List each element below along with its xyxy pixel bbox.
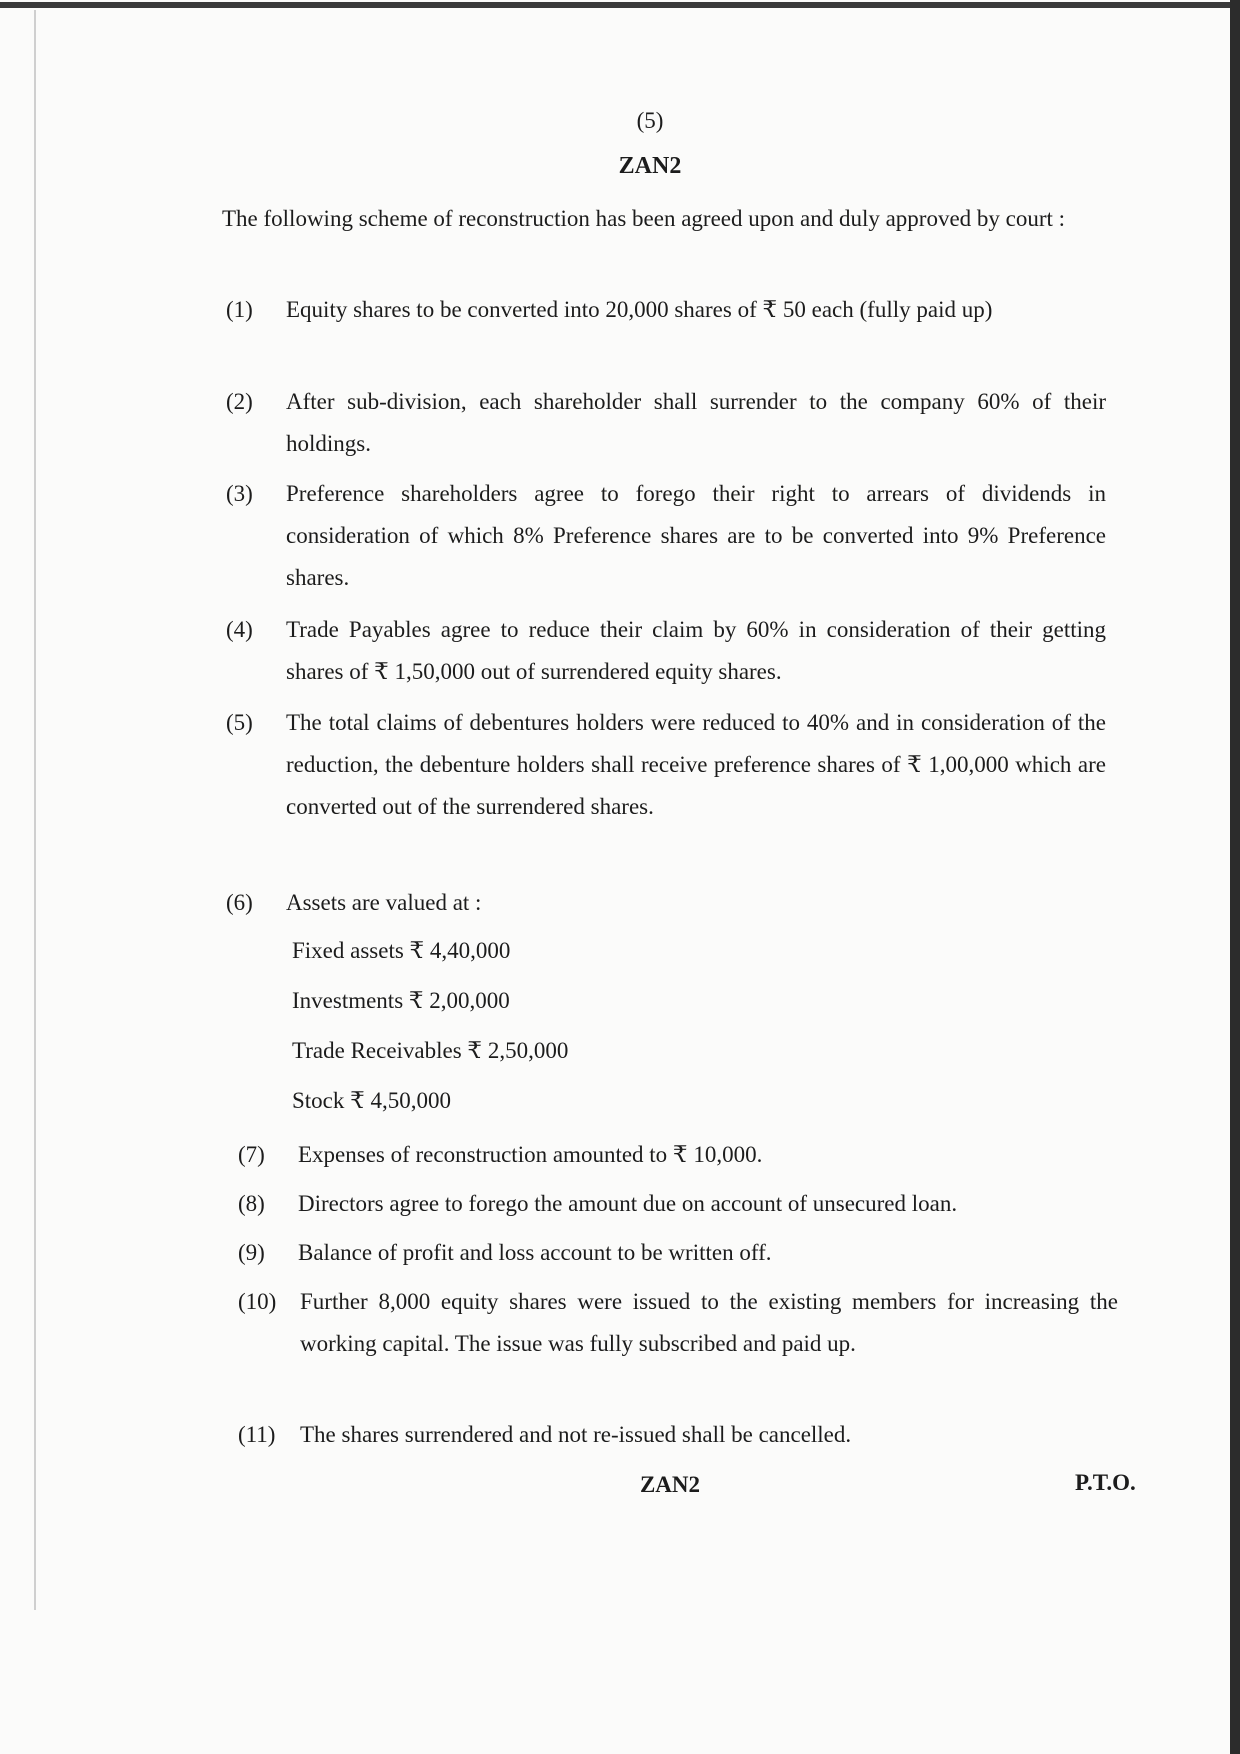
item-number: (6) xyxy=(226,890,253,915)
item-number: (10) xyxy=(238,1289,277,1314)
asset-fixed-assets: Fixed assets ₹ 4,40,000 xyxy=(292,938,511,963)
asset-trade-receivables: Trade Receivables ₹ 2,50,000 xyxy=(292,1038,569,1063)
item-number: (1) xyxy=(226,297,253,322)
item-text: Balance of profit and loss account to be written off. xyxy=(298,1240,772,1265)
item-number: (7) xyxy=(238,1142,265,1167)
list-item-4 xyxy=(226,609,1106,693)
item-number: (5) xyxy=(226,710,253,735)
list-item-6 xyxy=(226,882,1106,924)
list-item-11 xyxy=(238,1414,1118,1456)
list-item-7 xyxy=(238,1134,1118,1176)
item-text: Directors agree to forego the amount due on account of unsecured loan. xyxy=(298,1191,958,1216)
asset-investments: Investments ₹ 2,00,000 xyxy=(292,988,510,1013)
item-text: Preference shareholders agree to forego their right to arrears of dividends in consideration of which 8% Preference shares are to be converted into 9% Preference shares. xyxy=(286,481,1106,590)
list-item-9 xyxy=(238,1232,1118,1274)
list-item-10 xyxy=(238,1281,1118,1365)
list-item-8 xyxy=(238,1183,1118,1225)
list-item-3 xyxy=(226,473,1106,599)
list-item-2 xyxy=(226,381,1106,465)
item-text: After sub-division, each shareholder shall surrender to the company 60% of their holdings. xyxy=(286,389,1106,456)
item-text: Assets are valued at : xyxy=(286,890,482,915)
item-number: (3) xyxy=(226,481,253,506)
top-border xyxy=(0,2,1240,8)
item-text: Expenses of reconstruction amounted to ₹ 10,000. xyxy=(298,1142,763,1167)
item-text: Trade Payables agree to reduce their claim by 60% in consideration of their getting shares of ₹ 1,50,000 out of surrendered equity shares. xyxy=(286,617,1106,684)
item-text: The total claims of debentures holders were reduced to 40% and in consideration of the reduction, the debenture holders shall receive preference shares of ₹ 1,00,000 which are converted out of the surrendered shares. xyxy=(286,710,1106,819)
item-text: Equity shares to be converted into 20,000 shares of ₹ 50 each (fully paid up) xyxy=(286,297,993,322)
list-item-1 xyxy=(226,289,1106,331)
item-number: (4) xyxy=(226,617,253,642)
intro-paragraph: The following scheme of reconstruction has been agreed upon and duly approved by court : xyxy=(222,206,1066,231)
pto-label: P.T.O. xyxy=(1075,1470,1136,1495)
page-number: (5) xyxy=(636,108,664,133)
left-margin-line xyxy=(34,10,36,1610)
item-number: (8) xyxy=(238,1191,265,1216)
footer-paper-code: ZAN2 xyxy=(639,1472,701,1497)
item-number: (9) xyxy=(238,1240,265,1265)
item-text: The shares surrendered and not re-issued shall be cancelled. xyxy=(300,1422,852,1447)
item-number: (2) xyxy=(226,389,253,414)
asset-stock: Stock ₹ 4,50,000 xyxy=(292,1088,452,1113)
paper-code: ZAN2 xyxy=(618,153,682,179)
list-item-5 xyxy=(226,702,1106,828)
item-text: Further 8,000 equity shares were issued to the existing members for increasing the working capital. The issue was fully subscribed and paid up. xyxy=(300,1289,1118,1356)
item-number: (11) xyxy=(238,1422,276,1447)
